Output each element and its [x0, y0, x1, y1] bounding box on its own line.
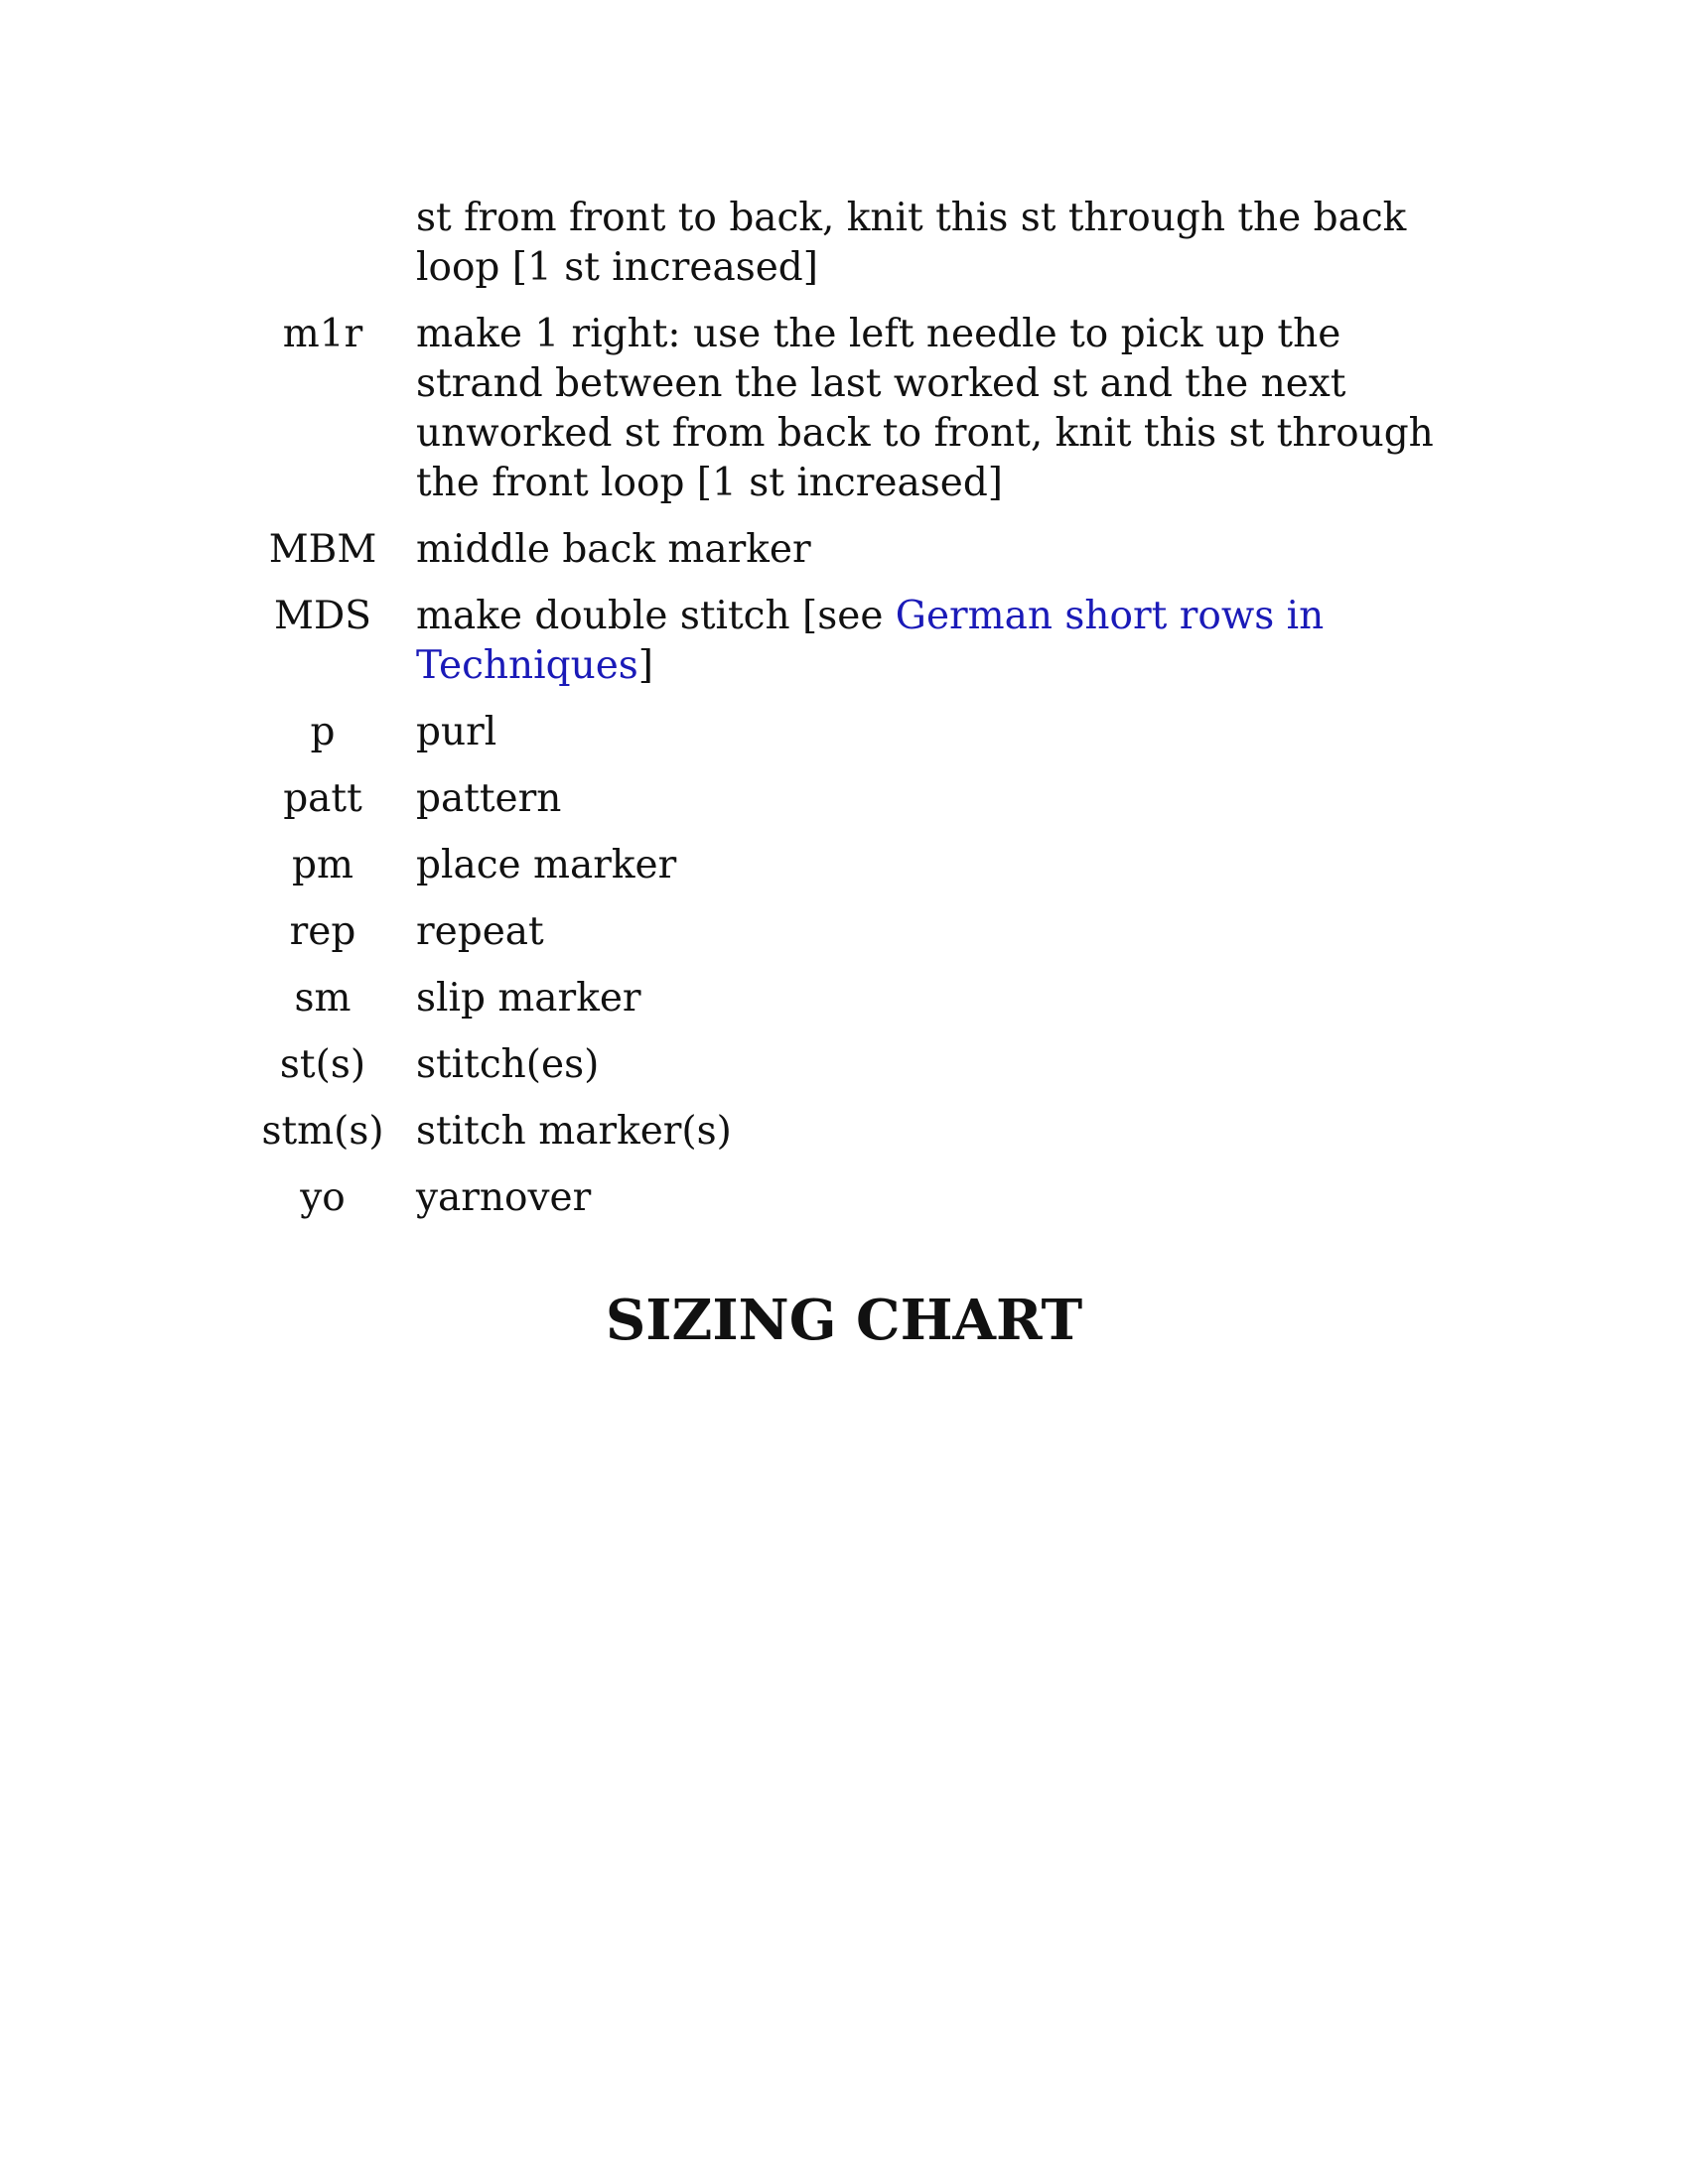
- glossary-term: MBM: [268, 527, 377, 572]
- glossary-row: [228, 907, 1440, 957]
- glossary-definition: [416, 1040, 1440, 1090]
- german-short-rows-link[interactable]: German short rows in: [895, 594, 1325, 638]
- glossary-term: sm: [294, 976, 352, 1021]
- techniques-link[interactable]: Techniques: [416, 643, 638, 688]
- definition-line: loop [1 st increased]: [416, 245, 818, 290]
- definition-line: middle back marker: [416, 527, 811, 572]
- definition-line: stitch(es): [416, 1042, 600, 1087]
- glossary-definition: [416, 1173, 1440, 1223]
- glossary-definition: [416, 907, 1440, 957]
- definition-line: [416, 592, 1440, 641]
- glossary-row: [228, 774, 1440, 824]
- glossary-definition: [416, 841, 1440, 890]
- definition-line: unworked st from back to front, knit this st through: [416, 411, 1434, 456]
- glossary-definition: [416, 592, 1440, 691]
- glossary-row: [228, 1173, 1440, 1223]
- definition-line: slip marker: [416, 976, 641, 1021]
- glossary-definition: [416, 525, 1440, 575]
- glossary-term: stm(s): [261, 1109, 384, 1154]
- definition-text: make double stitch [see: [416, 594, 896, 638]
- section-heading: SIZING CHART: [605, 1288, 1083, 1353]
- glossary-row: [228, 310, 1440, 508]
- glossary-row: [228, 708, 1440, 757]
- glossary-term: rep: [289, 909, 356, 954]
- glossary-term: pm: [292, 843, 353, 887]
- glossary-term: patt: [283, 776, 362, 821]
- definition-line: repeat: [416, 909, 544, 954]
- definition-line: make 1 right: use the left needle to pick up the: [416, 312, 1341, 356]
- glossary-definition: [416, 194, 1440, 293]
- definition-line: place marker: [416, 843, 677, 887]
- glossary-term: MDS: [274, 594, 371, 638]
- definition-text: ]: [637, 643, 654, 688]
- glossary-definition: [416, 708, 1440, 757]
- glossary-term: p: [310, 710, 336, 754]
- glossary-row: [228, 194, 1440, 293]
- glossary-row: [228, 592, 1440, 691]
- glossary-definition: [416, 310, 1440, 508]
- definition-line: st from front to back, knit this st through the back: [416, 196, 1407, 240]
- definition-line: purl: [416, 710, 497, 754]
- glossary-definition: [416, 774, 1440, 824]
- glossary-definition: [416, 974, 1440, 1024]
- glossary-row: [228, 841, 1440, 890]
- glossary-term: m1r: [282, 312, 363, 356]
- glossary-term: st(s): [279, 1042, 366, 1087]
- glossary-term: yo: [300, 1175, 346, 1220]
- glossary-row: [228, 1040, 1440, 1090]
- glossary-row: [228, 1107, 1440, 1157]
- definition-line: stitch marker(s): [416, 1109, 732, 1154]
- definition-line: the front loop [1 st increased]: [416, 461, 1003, 505]
- definition-line: yarnover: [416, 1175, 592, 1220]
- glossary-definition: [416, 1107, 1440, 1157]
- glossary-row: [228, 525, 1440, 575]
- definition-line: [416, 641, 1440, 691]
- abbreviation-glossary: [228, 194, 1440, 1240]
- glossary-row: [228, 974, 1440, 1024]
- definition-line: strand between the last worked st and the next: [416, 361, 1346, 406]
- definition-line: pattern: [416, 776, 562, 821]
